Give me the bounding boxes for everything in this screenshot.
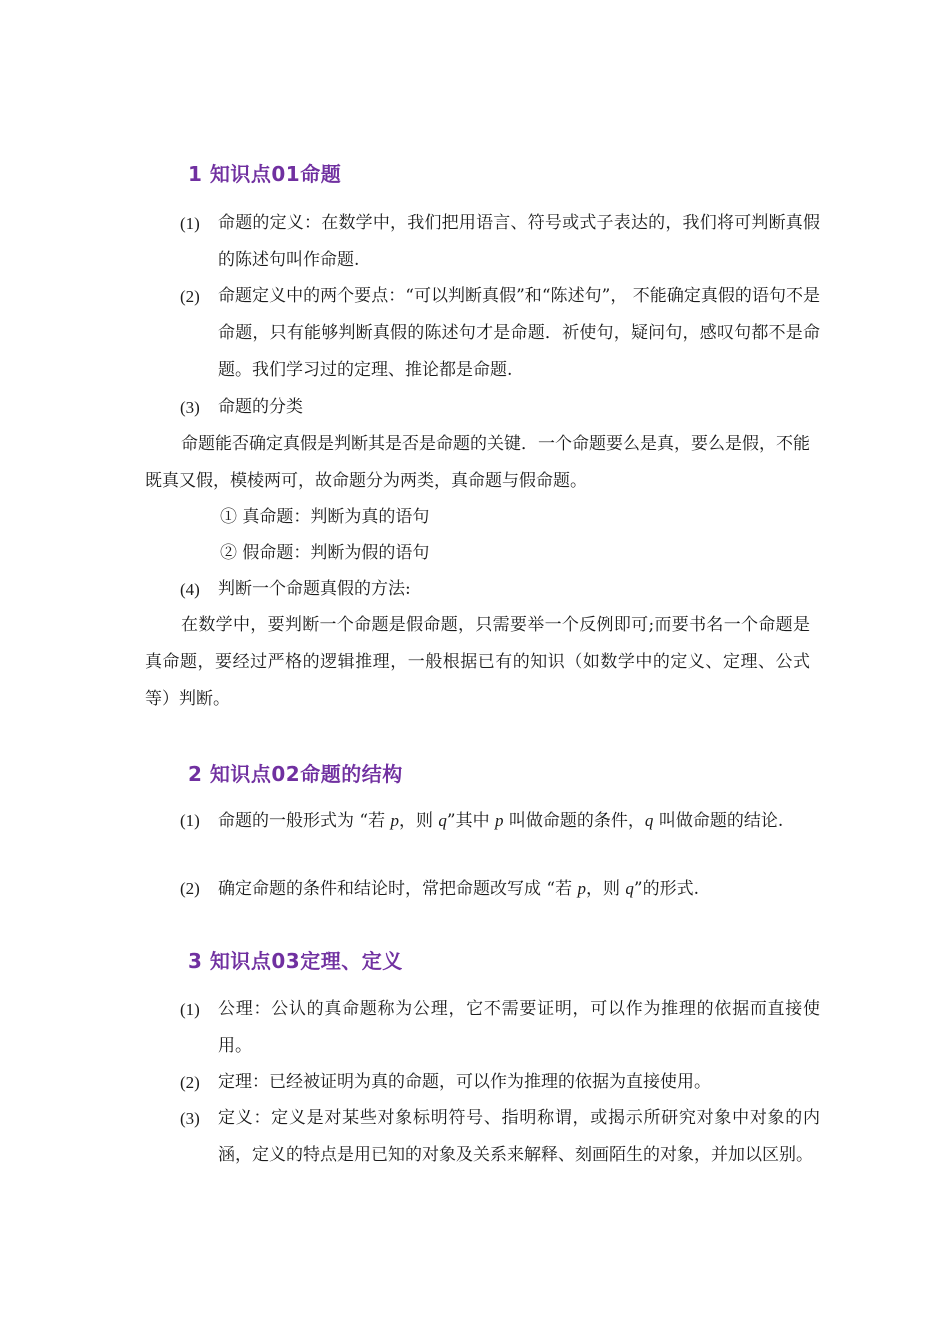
sub-item-true: ① 真命题：判断为真的语句 [220, 507, 430, 527]
item-number: (2) [180, 1073, 200, 1092]
item-text: 定义：定义是对某些对象标明符号、指明称谓，或揭示所研究对象中对象的内涵，定义的特点是用已知的对象及关系来解释、刻画陌生的对象，并加以区别。 [218, 1108, 820, 1165]
item-text: 命题的一般形式为 “若 p，则 q”其中 p 叫做命题的条件，q 叫做命题的结论. [218, 811, 784, 831]
var-p: p [495, 811, 504, 830]
list-item [180, 278, 820, 389]
var-p: p [577, 879, 586, 898]
section-2-heading: 2 知识点02命题的结构 [188, 762, 403, 786]
item-text: 命题定义中的两个要点：“可以判断真假”和“陈述句”， 不能确定真假的语句不是命题，只有能够判断真假的陈述句才是命题．祈使句，疑问句，感叹句都不是命题。我们学习过的定理、推论都是命题. [218, 286, 820, 380]
paragraph-classification: 命题能否确定真假是判断其是否是命题的关键．一个命题要么是真，要么是假，不能既真又假，模棱两可，故命题分为两类，真命题与假命题。 [145, 434, 810, 491]
list-item [180, 802, 820, 840]
var-q: q [644, 811, 654, 830]
item-text: 公理：公认的真命题称为公理，它不需要证明，可以作为推理的依据而直接使用。 [218, 999, 820, 1056]
item-text: 命题的分类 [218, 397, 303, 417]
list-item [180, 870, 820, 908]
list-item [180, 571, 820, 608]
item-text: 命题的定义：在数学中，我们把用语言、符号或式子表达的，我们将可判断真假的陈述句叫作命题. [218, 213, 820, 270]
list-item [180, 1064, 820, 1101]
list-item [180, 205, 820, 279]
item-text: 判断一个命题真假的方法: [218, 579, 411, 599]
item-number: (1) [180, 214, 200, 233]
section-3-heading: 3 知识点03定理、定义 [188, 949, 403, 973]
item-number: (1) [180, 811, 200, 830]
var-q: q [625, 879, 634, 898]
var-p: p [390, 811, 399, 830]
sub-item-false: ② 假命题：判断为假的语句 [220, 543, 430, 563]
list-item [180, 991, 820, 1065]
item-number: (1) [180, 1000, 200, 1019]
item-text: 定理：已经被证明为真的命题，可以作为推理的依据为直接使用。 [218, 1072, 711, 1092]
section-1-heading: 1 知识点01命题 [188, 162, 342, 186]
item-text: 确定命题的条件和结论时，常把命题改写成 “若 p，则 q”的形式. [218, 879, 700, 899]
list-item [180, 1100, 820, 1174]
var-q: q [438, 811, 447, 830]
item-number: (3) [180, 1109, 200, 1128]
item-number: (4) [180, 580, 200, 599]
list-item [180, 389, 820, 426]
item-number: (2) [180, 879, 200, 898]
item-number: (2) [180, 287, 200, 306]
paragraph-method: 在数学中，要判断一个命题是假命题，只需要举一个反例即可;而要书名一个命题是真命题，要经过严格的逻辑推理，一般根据已有的知识（如数学中的定义、定理、公式等）判断。 [145, 615, 810, 709]
item-number: (3) [180, 398, 200, 417]
